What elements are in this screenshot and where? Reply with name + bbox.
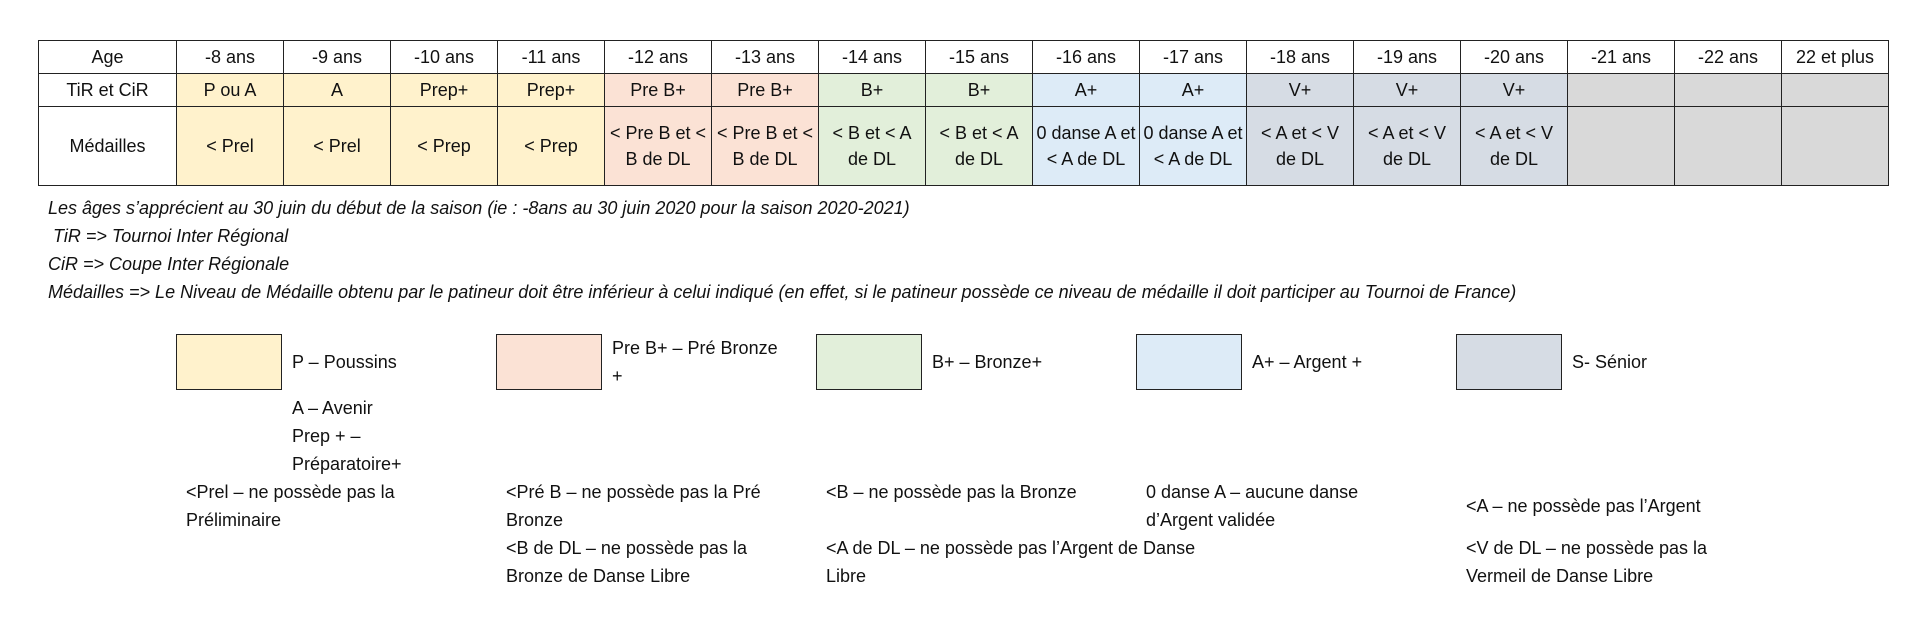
table-cell (1782, 107, 1889, 186)
desc-a-1: <A – ne possède pas l’Argent (1466, 496, 1701, 516)
desc-preb-2: Bronze (506, 510, 564, 530)
table-cell: Pre B+ (605, 74, 712, 107)
table-cell (1675, 74, 1782, 107)
table-cell: -13 ans (712, 41, 819, 74)
table-cell: < A et < V de DL (1461, 107, 1568, 186)
table-cell: -12 ans (605, 41, 712, 74)
table-cell: A+ (1033, 74, 1140, 107)
table-cell: A (284, 74, 391, 107)
table-cell: -11 ans (498, 41, 605, 74)
desc-prel-1: <Prel – ne possède pas la (186, 482, 395, 502)
note-cir: CiR => Coupe Inter Régionale (48, 254, 290, 274)
desc-vdl-1: <V de DL – ne possède pas la (1466, 538, 1708, 558)
table-cell: V+ (1247, 74, 1354, 107)
table-row-age (39, 41, 1889, 74)
legend-label-prep-2: Préparatoire+ (292, 454, 402, 474)
table-cell: -18 ans (1247, 41, 1354, 74)
desc-adl-1: <A de DL – ne possède pas l’Argent de Danse (826, 538, 1196, 558)
note-tir: TiR => Tournoi Inter Régional (48, 226, 289, 246)
table-row-tir (39, 74, 1889, 107)
legend-swatch-grey (1456, 334, 1562, 390)
row-header-med: Médailles (39, 107, 177, 186)
table-cell: -9 ans (284, 41, 391, 74)
table-cell: < Prel (284, 107, 391, 186)
table-cell: 0 danse A et < A de DL (1033, 107, 1140, 186)
table-cell: < Prep (391, 107, 498, 186)
note-medailles: Médailles => Le Niveau de Médaille obtenu par le patineur doit être inférieur à celui indiqué (en effet, si le patineur possède ce niveau de médaille il doit participer au Tournoi de France) (48, 282, 1517, 302)
table-cell: Pre B+ (712, 74, 819, 107)
table-cell: A+ (1140, 74, 1247, 107)
legend-label-argent: A+ – Argent + (1252, 352, 1363, 372)
legend-label-prep-1: Prep + – (292, 426, 361, 446)
desc-zeroA-2: d’Argent validée (1146, 510, 1276, 530)
table-cell: B+ (926, 74, 1033, 107)
table-cell: 22 et plus (1782, 41, 1889, 74)
desc-vdl-2: Vermeil de Danse Libre (1466, 566, 1654, 586)
table-cell: -20 ans (1461, 41, 1568, 74)
table-cell: -14 ans (819, 41, 926, 74)
table-cell: < Pre B et < B de DL (712, 107, 819, 186)
desc-zeroA-1: 0 danse A – aucune danse (1146, 482, 1359, 502)
legend-label-bronze: B+ – Bronze+ (932, 352, 1043, 372)
table-cell: < A et < V de DL (1247, 107, 1354, 186)
table-cell: 0 danse A et < A de DL (1140, 107, 1247, 186)
table-cell: < A et < V de DL (1354, 107, 1461, 186)
legend-label-avenir: A – Avenir (292, 398, 373, 418)
legend-swatch-yellow (176, 334, 282, 390)
table-cell (1675, 107, 1782, 186)
table-cell: -22 ans (1675, 41, 1782, 74)
desc-prel-2: Préliminaire (186, 510, 282, 530)
table-cell: -10 ans (391, 41, 498, 74)
row-header-tir: TiR et CiR (39, 74, 177, 107)
desc-bdl-2: Bronze de Danse Libre (506, 566, 691, 586)
desc-preb-1: <Pré B – ne possède pas la Pré (506, 482, 761, 502)
table-cell: -8 ans (177, 41, 284, 74)
desc-bdl-1: <B de DL – ne possède pas la (506, 538, 748, 558)
legend-label-pre-bronze-1: Pre B+ – Pré Bronze (612, 338, 778, 358)
desc-b-1: <B – ne possède pas la Bronze (826, 482, 1077, 502)
table-cell: -16 ans (1033, 41, 1140, 74)
table-cell: Prep+ (391, 74, 498, 107)
table-cell (1568, 74, 1675, 107)
table-cell: P ou A (177, 74, 284, 107)
desc-adl-2: Libre (826, 566, 867, 586)
table-cell: -15 ans (926, 41, 1033, 74)
table-cell: -21 ans (1568, 41, 1675, 74)
legend-label-poussins: P – Poussins (292, 352, 397, 372)
table-cell: -19 ans (1354, 41, 1461, 74)
table-row-med (39, 107, 1889, 186)
table-cell: Prep+ (498, 74, 605, 107)
legend-swatch-green (816, 334, 922, 390)
legend-label-pre-bronze-2: + (612, 366, 623, 386)
notes-block (48, 194, 1516, 306)
age-category-table (38, 40, 1889, 186)
legend-swatch-pink (496, 334, 602, 390)
table-cell: < Prep (498, 107, 605, 186)
table-cell: V+ (1354, 74, 1461, 107)
table-cell (1782, 74, 1889, 107)
table-cell: < Prel (177, 107, 284, 186)
table-cell: -17 ans (1140, 41, 1247, 74)
row-header-age: Age (39, 41, 177, 74)
table-cell: < B et < A de DL (819, 107, 926, 186)
legend-swatch-blue (1136, 334, 1242, 390)
note-ages: Les âges s’apprécient au 30 juin du début de la saison (ie : -8ans au 30 juin 2020 pour la saison 2020-2021) (48, 198, 910, 218)
table-cell: B+ (819, 74, 926, 107)
legend-label-senior: S- Sénior (1572, 352, 1648, 372)
table-cell: < B et < A de DL (926, 107, 1033, 186)
table-cell: < Pre B et < B de DL (605, 107, 712, 186)
table-cell (1568, 107, 1675, 186)
table-cell: V+ (1461, 74, 1568, 107)
